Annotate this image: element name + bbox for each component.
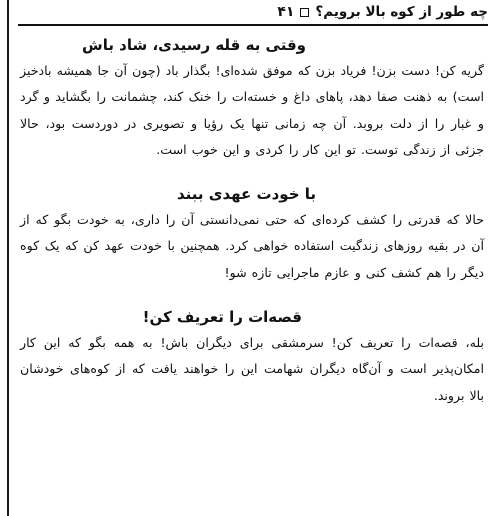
header-divider: [18, 24, 488, 26]
section-promise: [20, 183, 484, 286]
section-heading: با خودت عهدی ببند: [176, 185, 316, 204]
section-paragraph: گریه کن! دست بزن! فریاد بزن که موفق شده‌ای! بگذار باد (چون آن جا همیشه بادخیز است) به ذهنت صفا دهد، پاهای داغ و خسته‌ات را خنک کند، چشمانت را بگشاید و گرد و غبار را از دلت بروبد. آن چه زمانی تنها یک رؤیا و تصویری در دوردست بود، حالا جزئی از زندگی توست. تو این کار را کردی و این خوب است.: [20, 63, 484, 157]
page-edge-rule: [7, 0, 9, 516]
running-header: [277, 2, 488, 22]
page-number: ۴۱: [277, 4, 295, 20]
section-paragraph: حالا که قدرتی را کشف کرده‌ای که حتی نمی‌دانستی آن را داری، به خودت بگو که از آن در بقیه روزهای زندگیت استفاده خواهی کرد. همچنین با خودت عهد کن که یک کوه دیگر را هم کشف کنی و عازم ماجرایی تازه شو!: [20, 212, 484, 280]
section-heading: وقتی به قله رسیدی، شاد باش: [82, 36, 306, 54]
section-summit: [20, 34, 484, 163]
page-content: [20, 34, 484, 429]
square-ornament-icon: [300, 8, 309, 17]
section-story: [20, 306, 484, 409]
header-title: چه طور از کوه بالا برویم؟: [315, 4, 488, 20]
section-paragraph: بله، قصه‌ات را تعریف کن! سرمشقی برای دیگران باش! به همه بگو که این کار امکان‌پذیر است و آن‌گاه دیگران شهامت این را خواهند یافت که از کوه‌های خودشان بالا بروند.: [20, 335, 484, 403]
section-heading: قصه‌ات را تعریف کن!: [142, 308, 302, 327]
